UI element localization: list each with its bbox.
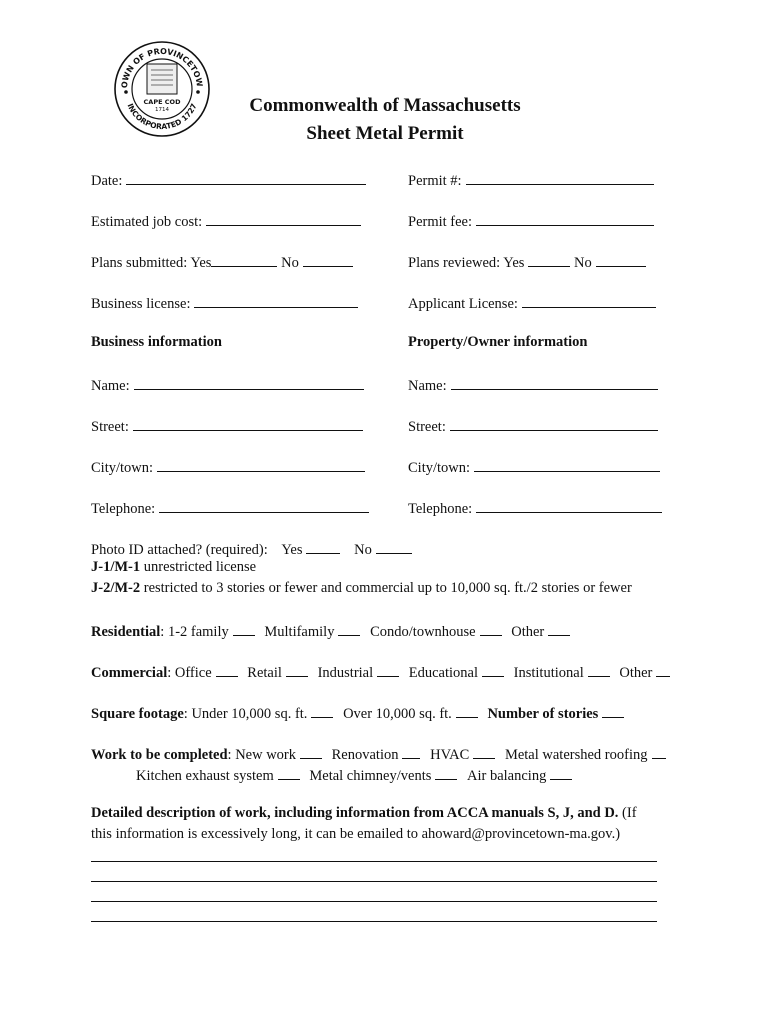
- commercial-label: Commercial: [91, 665, 168, 681]
- business-street-field[interactable]: [91, 416, 363, 436]
- plans-submitted-no-label: No: [281, 255, 299, 271]
- photo-id-yes-label: Yes: [281, 542, 303, 558]
- permit-fee-field[interactable]: [408, 211, 654, 231]
- date-blank[interactable]: [126, 170, 366, 185]
- license-j1-code: J-1/M-1: [91, 559, 141, 575]
- residential-option-blank[interactable]: [480, 621, 502, 636]
- plans-submitted-field[interactable]: [91, 252, 353, 272]
- photo-id-no-blank[interactable]: [376, 539, 412, 554]
- date-field[interactable]: [91, 170, 366, 190]
- commercial-option-blank[interactable]: [482, 662, 504, 677]
- license-j1-line: [91, 559, 256, 576]
- business-name-label: Name:: [91, 378, 130, 394]
- permit-number-blank[interactable]: [466, 170, 654, 185]
- seal-ring-text: OWN OF PROVINCETOW: [119, 46, 205, 89]
- square-footage-under-blank[interactable]: [311, 703, 333, 718]
- business-info-heading: Business information: [91, 334, 222, 350]
- seal-bottom-text: INCORPORATED 1727: [125, 102, 199, 132]
- commercial-row: Commercial: Office Retail Industrial Educational Institutional Other: [91, 662, 670, 682]
- work-option: New work: [235, 747, 296, 763]
- residential-option: Other: [511, 624, 545, 640]
- description-line[interactable]: [91, 921, 657, 922]
- owner-name-field[interactable]: [408, 375, 658, 395]
- work-option: Metal watershed roofing: [504, 747, 648, 763]
- work-option-blank[interactable]: [300, 744, 322, 759]
- commercial-option: Industrial: [317, 665, 374, 681]
- work-option: Metal chimney/vents: [309, 768, 432, 784]
- work-option-blank[interactable]: [278, 765, 300, 780]
- photo-id-yes-blank[interactable]: [306, 539, 340, 554]
- seal-center-line1: CAPE COD: [143, 98, 181, 106]
- description-line[interactable]: [91, 881, 657, 882]
- residential-row: Residential: 1-2 family Multifamily Condo/townhouse Other: [91, 621, 570, 641]
- commercial-option: Other: [619, 665, 653, 681]
- work-option: Renovation: [331, 747, 399, 763]
- license-j2-code: J-2/M-2: [91, 580, 141, 596]
- commercial-option: Retail: [247, 665, 282, 681]
- plans-submitted-label: Plans submitted: Yes: [91, 255, 212, 271]
- business-city-blank[interactable]: [157, 457, 365, 472]
- square-footage-under: Under 10,000 sq. ft.: [191, 706, 308, 722]
- permit-fee-label: Permit fee:: [408, 214, 473, 230]
- number-of-stories-label: Number of stories: [487, 706, 599, 722]
- estimated-cost-blank[interactable]: [206, 211, 361, 226]
- square-footage-over-blank[interactable]: [456, 703, 478, 718]
- business-license-field[interactable]: [91, 293, 358, 313]
- photo-id-field[interactable]: [91, 539, 412, 559]
- business-license-blank[interactable]: [194, 293, 358, 308]
- business-telephone-label: Telephone:: [91, 501, 156, 517]
- estimated-cost-field[interactable]: [91, 211, 361, 231]
- residential-option-blank[interactable]: [233, 621, 255, 636]
- plans-reviewed-label: Plans reviewed: Yes: [408, 255, 525, 271]
- license-j2-line: [91, 580, 632, 597]
- license-j1-text: unrestricted license: [140, 559, 257, 575]
- owner-street-field[interactable]: [408, 416, 658, 436]
- commercial-option-blank[interactable]: [286, 662, 308, 677]
- business-name-blank[interactable]: [134, 375, 364, 390]
- estimated-cost-label: Estimated job cost:: [91, 214, 203, 230]
- business-street-blank[interactable]: [133, 416, 363, 431]
- work-row-1: Work to be completed: New work Renovation HVAC Metal watershed roofing: [91, 744, 666, 764]
- date-label: Date:: [91, 173, 123, 189]
- residential-option: Condo/townhouse: [370, 624, 476, 640]
- business-name-field[interactable]: [91, 375, 364, 395]
- permit-number-field[interactable]: [408, 170, 654, 190]
- residential-label: Residential: [91, 624, 161, 640]
- work-option: Kitchen exhaust system: [136, 768, 274, 784]
- description-heading: [91, 805, 637, 822]
- plans-reviewed-no-blank[interactable]: [596, 252, 646, 267]
- owner-telephone-blank[interactable]: [476, 498, 662, 513]
- business-telephone-blank[interactable]: [159, 498, 369, 513]
- document-title: Commonwealth of Massachusetts: [249, 95, 521, 116]
- work-label: Work to be completed: [91, 747, 228, 763]
- photo-id-label: Photo ID attached? (required):: [91, 542, 268, 558]
- owner-city-label: City/town:: [408, 460, 471, 476]
- business-street-label: Street:: [91, 419, 129, 435]
- residential-option: Multifamily: [264, 624, 335, 640]
- plans-submitted-no-blank[interactable]: [303, 252, 353, 267]
- plans-reviewed-field[interactable]: [408, 252, 646, 272]
- plans-submitted-yes-blank[interactable]: [211, 252, 277, 267]
- owner-telephone-field[interactable]: [408, 498, 662, 518]
- commercial-option: Institutional: [513, 665, 584, 681]
- number-of-stories-blank[interactable]: [602, 703, 624, 718]
- owner-info-heading: Property/Owner information: [408, 334, 588, 350]
- owner-telephone-label: Telephone:: [408, 501, 473, 517]
- work-row-2: [136, 765, 572, 785]
- description-note: this information is excessively long, it can be emailed to ahoward@provincetown-ma.gov.): [91, 826, 621, 842]
- square-footage-row: Square footage: Under 10,000 sq. ft. Over 10,000 sq. ft. Number of stories: [91, 703, 624, 723]
- permit-number-label: Permit #:: [408, 173, 462, 189]
- description-line[interactable]: [91, 861, 657, 862]
- business-city-label: City/town:: [91, 460, 154, 476]
- square-footage-over: Over 10,000 sq. ft.: [343, 706, 452, 722]
- commercial-option: Office: [174, 665, 212, 681]
- owner-name-blank[interactable]: [451, 375, 658, 390]
- applicant-license-field[interactable]: [408, 293, 656, 313]
- commercial-option-blank[interactable]: [377, 662, 399, 677]
- business-city-field[interactable]: [91, 457, 365, 477]
- residential-option-blank[interactable]: [338, 621, 360, 636]
- photo-id-no-label: No: [354, 542, 372, 558]
- plans-reviewed-yes-blank[interactable]: [528, 252, 570, 267]
- business-telephone-field[interactable]: [91, 498, 369, 518]
- work-option-blank[interactable]: [402, 744, 420, 759]
- work-option: Air balancing: [467, 768, 547, 784]
- square-footage-label: Square footage: [91, 706, 184, 722]
- permit-fee-blank[interactable]: [476, 211, 654, 226]
- work-option-blank[interactable]: [435, 765, 457, 780]
- description-bold-text: Detailed description of work, including information from ACCA manuals S, J, and D.: [91, 805, 619, 821]
- owner-city-blank[interactable]: [474, 457, 660, 472]
- applicant-license-label: Applicant License:: [408, 296, 518, 312]
- residential-option-blank[interactable]: [548, 621, 570, 636]
- commercial-option-blank[interactable]: [656, 662, 670, 677]
- owner-name-label: Name:: [408, 378, 447, 394]
- work-option-blank[interactable]: [652, 744, 666, 759]
- work-option: HVAC: [430, 747, 470, 763]
- commercial-option: Educational: [408, 665, 479, 681]
- applicant-license-blank[interactable]: [522, 293, 656, 308]
- commercial-option-blank[interactable]: [588, 662, 610, 677]
- commercial-option-blank[interactable]: [216, 662, 238, 677]
- owner-city-field[interactable]: [408, 457, 660, 477]
- owner-street-label: Street:: [408, 419, 446, 435]
- license-j2-text: restricted to 3 stories or fewer and commercial up to 10,000 sq. ft./2 stories or fewer: [140, 580, 632, 596]
- plans-reviewed-no-label: No: [574, 255, 592, 271]
- seal-center-line2: 1714: [155, 107, 169, 113]
- document-subtitle: Sheet Metal Permit: [306, 123, 464, 144]
- owner-street-blank[interactable]: [450, 416, 658, 431]
- work-option-blank[interactable]: [473, 744, 495, 759]
- work-option-blank[interactable]: [550, 765, 572, 780]
- business-license-label: Business license:: [91, 296, 191, 312]
- description-line[interactable]: [91, 901, 657, 902]
- description-paren-text: (If: [618, 805, 637, 821]
- residential-option: 1-2 family: [167, 624, 229, 640]
